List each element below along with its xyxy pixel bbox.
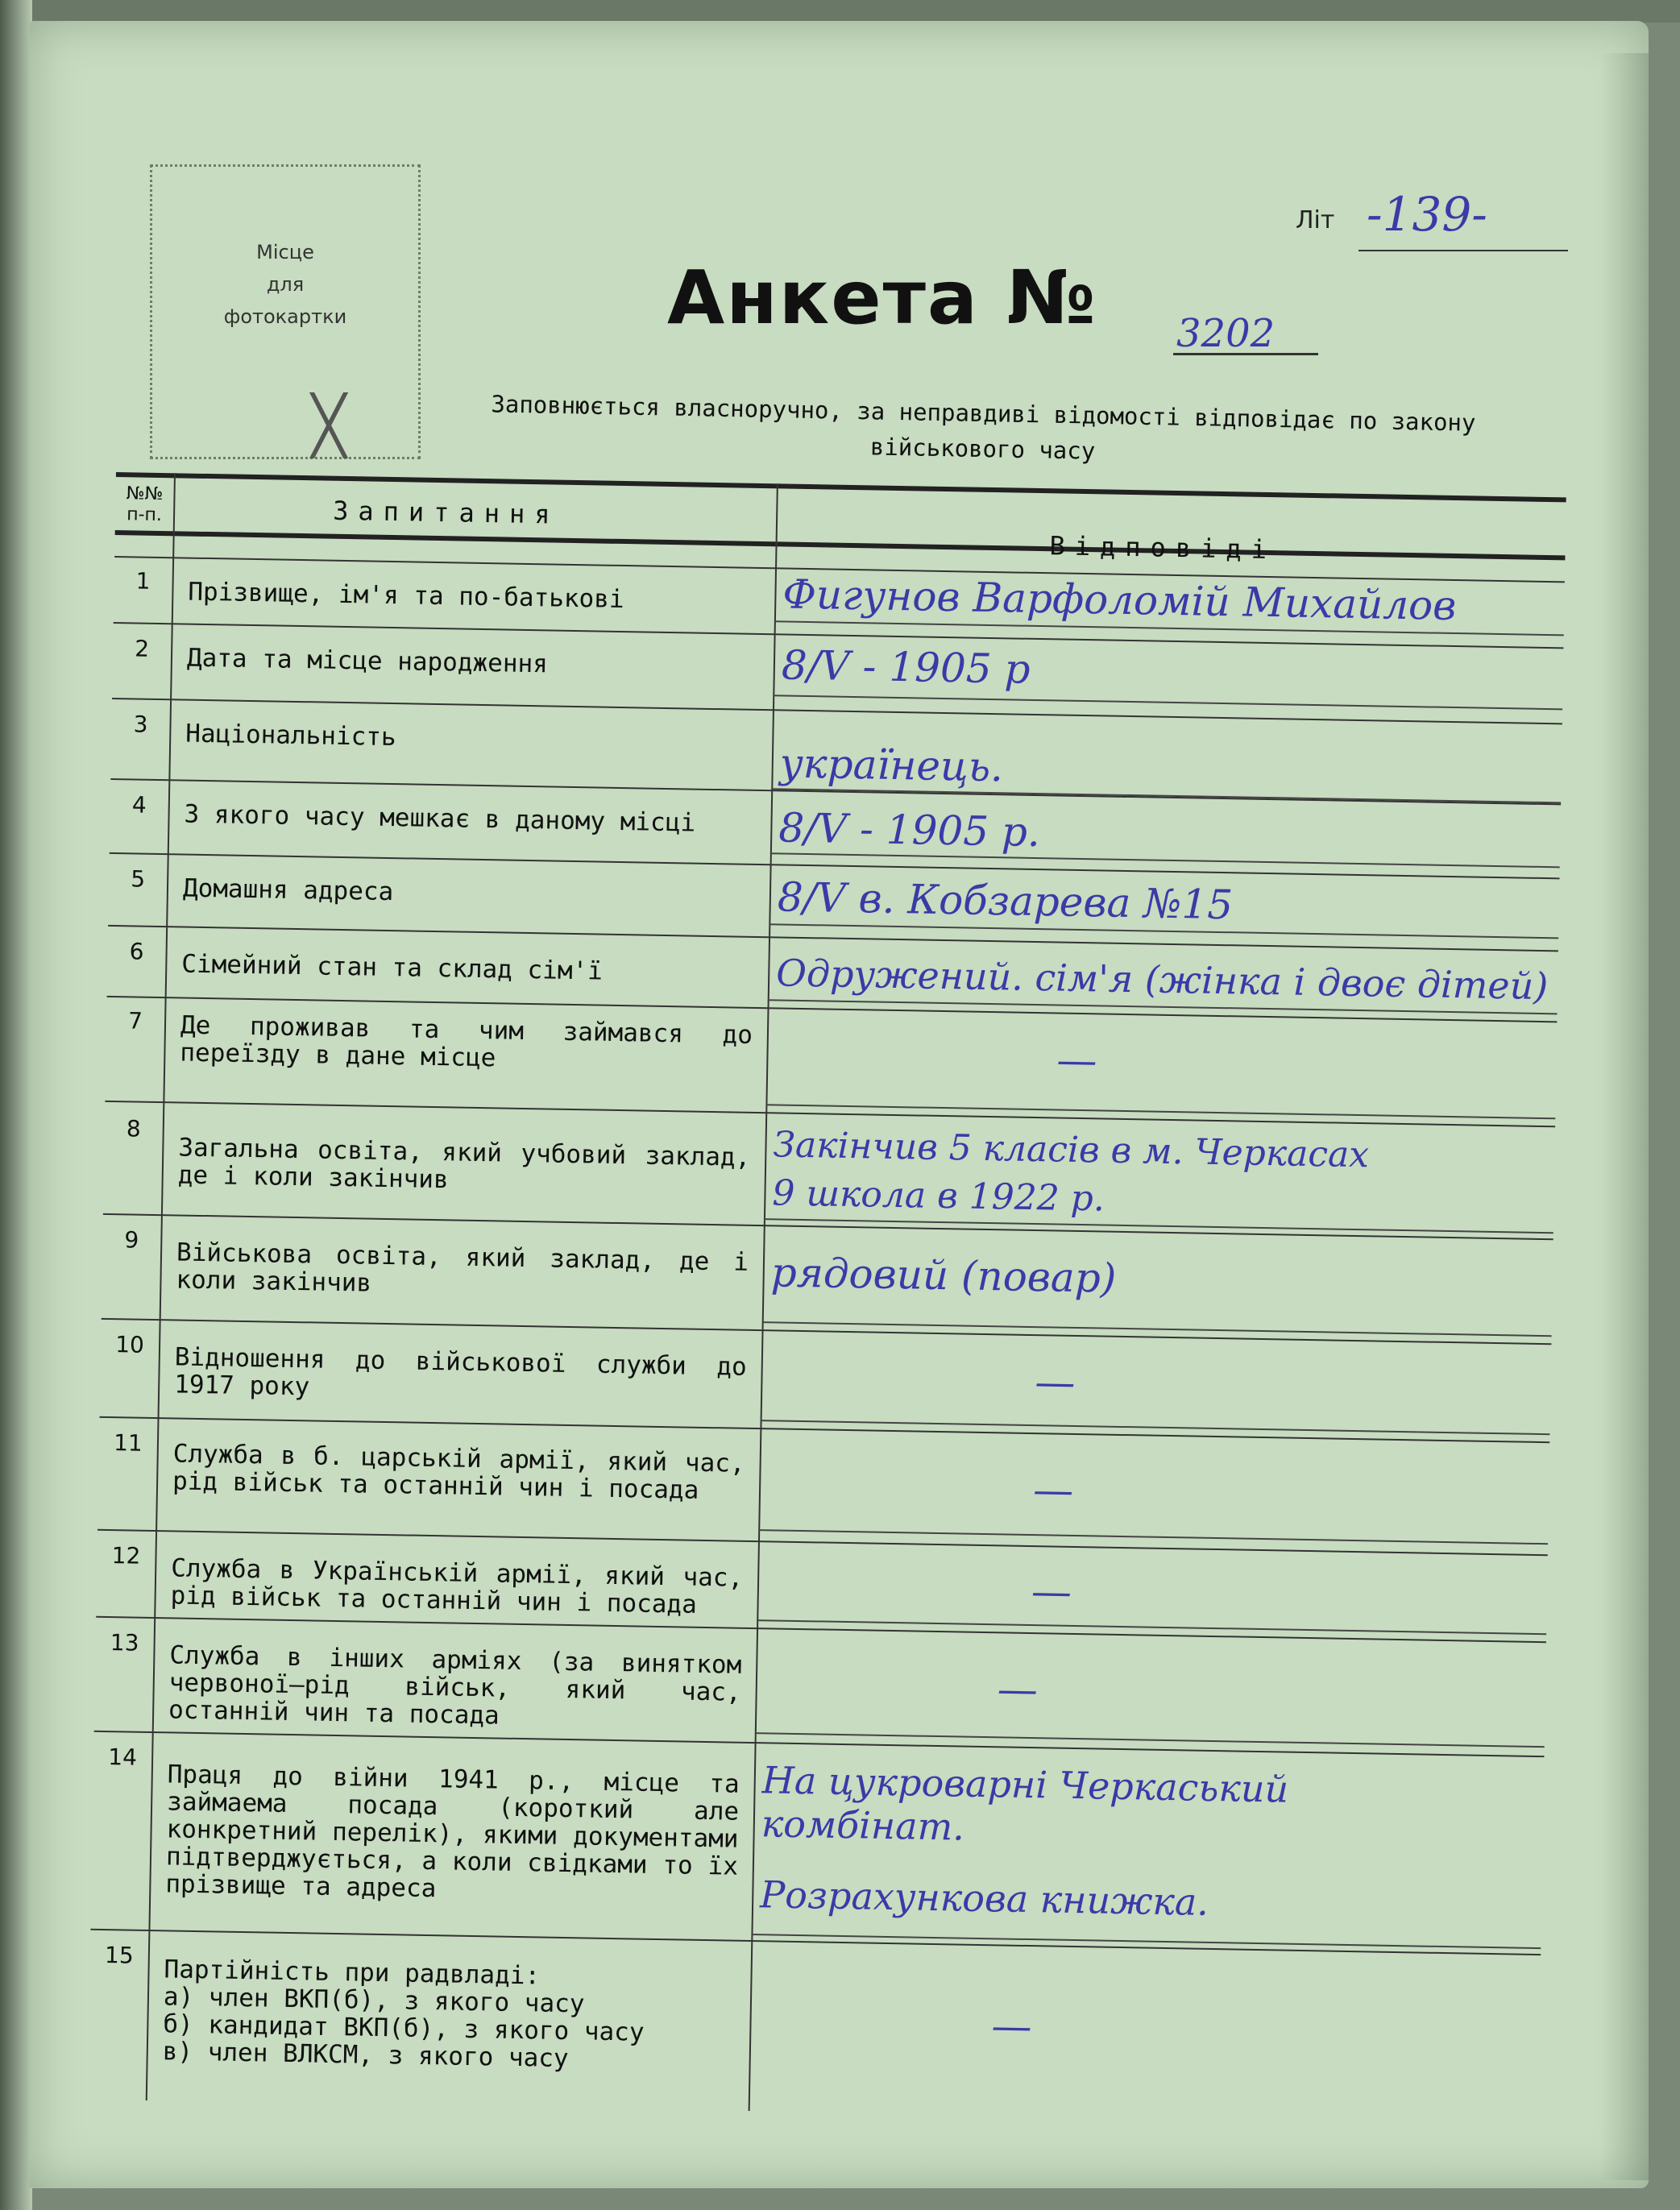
book-spine-edge [0, 0, 32, 2210]
row-question: З якого часу мешкає в даному місці [184, 799, 696, 838]
subtitle-line2: військового часу [869, 433, 1096, 465]
row-number: 15 [104, 1942, 134, 1969]
row-question: Національність [185, 719, 396, 753]
row-question: Домашня адреса [182, 873, 394, 907]
row-number: 4 [131, 791, 147, 819]
row-answer: 8/V - 1905 р. [778, 804, 1041, 856]
row-answer: Фигунов Варфоломій Михайлов [782, 570, 1457, 630]
row-number: 3 [133, 711, 148, 738]
row-number: 8 [126, 1115, 141, 1142]
header-question: Запитання [332, 495, 560, 530]
row-number: 10 [114, 1331, 145, 1358]
row-answer-line2: комбінат. [761, 1802, 965, 1849]
questionnaire-table [88, 472, 1566, 2125]
row-question: Партійність при радвладі: а) член ВКП(б), з якого часу б) кандидат ВКП(б), з якого часу в) член ВЛКСМ, з якого часу [162, 1955, 645, 2074]
row-answer: На цукроварні Черкаський [761, 1758, 1289, 1811]
answer-line [762, 1321, 1552, 1337]
answer-line [757, 1619, 1546, 1635]
form-number: 3202 [1176, 311, 1276, 356]
row-number: 14 [108, 1744, 138, 1771]
row-question: Праця до війни 1941 р., місце та займаема посада (короткий але конкретний перелік), якими документами підтверджується, а коли свідками то їх прізвище та адреса [165, 1760, 740, 1904]
row-question: Служба в інших арміях (за винятком червоної—рід військ, який час, останній чин та посада [168, 1640, 742, 1731]
row-number: 12 [111, 1542, 141, 1569]
photo-placeholder [150, 164, 421, 459]
answer-line [761, 1420, 1550, 1435]
table-row-15 [90, 1929, 1541, 1955]
row-answer: — [1034, 1358, 1076, 1406]
row-number: 7 [127, 1007, 143, 1035]
subtitle-line1: Заповнюється власноручно, за неправдиві відомості відповідає по закону [491, 390, 1476, 437]
row-question: Загальна освіта, який учбовий заклад, де і коли закінчив [177, 1133, 751, 1195]
photo-label-line3: фотокартки [223, 305, 347, 328]
header-answer: Відповіді [1049, 530, 1277, 566]
header-number: №№ п-п. [126, 483, 164, 525]
row-number: 2 [134, 635, 150, 662]
header-answer-rule [115, 530, 1566, 560]
photo-label-line2: для [266, 273, 305, 296]
row-answer: Закінчив 5 класів в м. Черкасах [773, 1124, 1370, 1176]
row-answer-line2: 9 школа в 1922 р. [772, 1172, 1105, 1220]
row-question: Військова освіта, який заклад, де і коли закінчив [176, 1238, 749, 1298]
page-shadow [1600, 53, 1649, 2180]
top-strip [0, 0, 1680, 23]
cross-mark-icon: ╳ [312, 392, 346, 458]
lit-label: Літ [1296, 206, 1335, 234]
page-title: Анкета № [667, 255, 1097, 341]
table-row-3 [112, 698, 1562, 724]
row-question: Служба в Українській армії, який час, рід військ та останній чин і посада [170, 1553, 744, 1619]
question-column-divider [749, 483, 778, 2111]
row-answer: рядовий (повар) [770, 1249, 1117, 1302]
row-question: Дата та місце народження [186, 643, 549, 679]
row-answer-line3: Розрахункова книжка. [759, 1872, 1209, 1924]
form-number-underline [1173, 353, 1318, 355]
answer-line [765, 1104, 1555, 1119]
subtitle [434, 385, 1531, 477]
row-question: Служба в б. царській армії, який час, рід військ та останній чин і посада [172, 1439, 745, 1505]
row-number: 1 [135, 567, 151, 595]
row-answer: — [1031, 1568, 1072, 1615]
photo-label-line1: Місце [256, 241, 314, 263]
row-answer: українець. [779, 740, 1004, 791]
lit-value: -139- [1367, 187, 1487, 242]
row-question: Де проживав та чим займався до переїзду в дане місце [180, 1010, 753, 1073]
row-number: 9 [124, 1226, 139, 1254]
row-question: Прізвище, ім'я та по-батькові [188, 577, 624, 615]
row-number: 11 [113, 1429, 143, 1457]
row-number: 5 [130, 865, 146, 893]
row-answer: — [1056, 1036, 1097, 1084]
row-answer: Одружений. сім'я (жінка і двоє дітей) [775, 951, 1549, 1009]
row-number: 13 [110, 1629, 139, 1656]
row-question: Сімейний стан та склад сім'ї [181, 949, 604, 986]
lit-underline [1359, 250, 1568, 251]
row-answer: 8/V - 1905 р [781, 641, 1031, 693]
table-row-12 [97, 1529, 1548, 1556]
row-answer: — [991, 2002, 1033, 2050]
row-answer: — [1032, 1466, 1074, 1514]
row-question: Відношення до військової служби до 1917 року [173, 1342, 748, 1402]
row-number: 6 [129, 938, 144, 965]
questionnaire-page [29, 21, 1649, 2188]
row-answer: 8/V в. Кобзарева №15 [777, 873, 1234, 929]
row-answer: — [997, 1665, 1039, 1714]
